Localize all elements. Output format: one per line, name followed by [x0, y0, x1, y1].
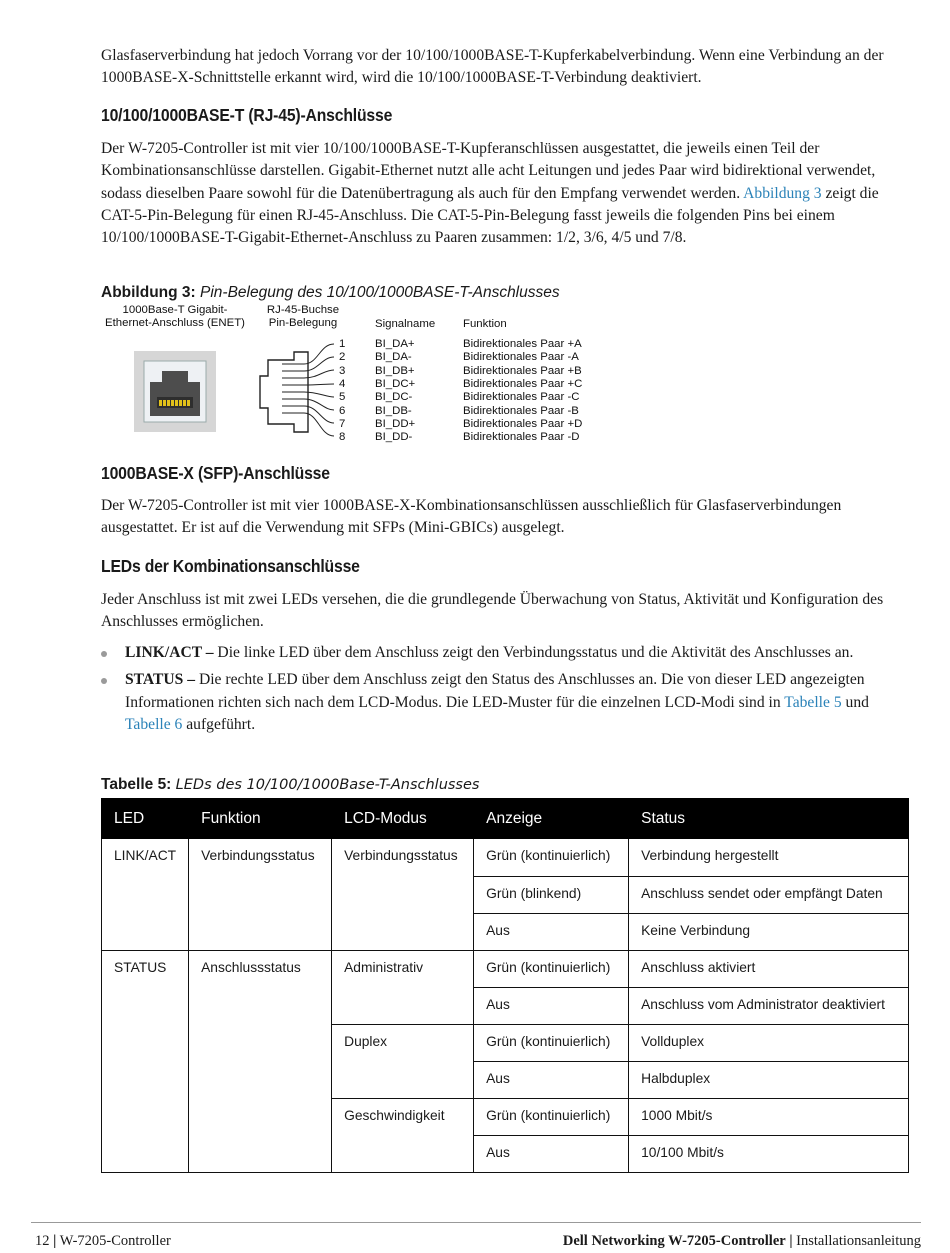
- footer-right-title: Dell Networking W-7205-Controller: [562, 1233, 786, 1249]
- footer-right: [563, 1233, 921, 1250]
- cell-led: STATUS: [102, 951, 189, 1173]
- pin-function: Bidirektionales Paar +B: [463, 364, 582, 377]
- heading-sfp: 1000BASE-X (SFP)-Anschlüsse: [101, 463, 330, 483]
- pin-signal: BI_DB+: [375, 364, 415, 377]
- page-footer: [31, 1222, 921, 1249]
- table-caption-label: Tabelle 5:: [101, 776, 172, 793]
- cell-led: LINK/ACT: [102, 839, 189, 951]
- cell-status: Vollduplex: [629, 1025, 909, 1062]
- cell-status: Anschluss vom Administrator deaktiviert: [629, 988, 909, 1025]
- figure-caption-title: Pin-Belegung des 10/100/1000BASE-T-Anschlusses: [200, 284, 560, 301]
- cell-anzeige: Aus: [474, 988, 629, 1025]
- cell-lcd-modus: Verbindungsstatus: [332, 839, 474, 951]
- cell-lcd-modus: Geschwindigkeit: [332, 1099, 474, 1173]
- pin-function: Bidirektionales Paar -B: [463, 404, 579, 417]
- table-row: [102, 951, 909, 988]
- cell-funktion: Anschlussstatus: [189, 951, 332, 1173]
- pin-signal: BI_DC+: [375, 377, 416, 390]
- cell-status: Halbduplex: [629, 1062, 909, 1099]
- rj45-paragraph: [101, 138, 911, 249]
- pin-number: 5: [339, 391, 346, 404]
- bullet-dot: [101, 651, 107, 657]
- table6-link[interactable]: Tabelle 6: [125, 715, 183, 733]
- pin-signal: BI_DD-: [375, 431, 413, 444]
- cell-status: Verbindung hergestellt: [629, 839, 909, 877]
- table-caption: [101, 776, 479, 794]
- pin-number: 3: [339, 364, 346, 377]
- footer-separator: |: [789, 1233, 793, 1249]
- cell-lcd-modus: Administrativ: [332, 951, 474, 1025]
- cell-funktion: Verbindungsstatus: [189, 839, 332, 951]
- bullet-linkact-term: LINK/ACT –: [125, 644, 214, 661]
- pin-number: 6: [339, 404, 346, 417]
- pin-signal: BI_DB-: [375, 404, 412, 417]
- led-bullet-list: [101, 642, 911, 741]
- function-column-header: Funktion: [463, 318, 507, 330]
- pin-signal: BI_DC-: [375, 391, 413, 404]
- cell-status: 1000 Mbit/s: [629, 1099, 909, 1136]
- header-funktion: Funktion: [189, 799, 332, 839]
- bullet-status: [101, 669, 911, 736]
- heading-leds: LEDs der Kombinationsanschlüsse: [101, 556, 360, 576]
- sfp-paragraph: Der W-7205-Controller ist mit vier 1000BASE-X-Kombinationsanschlüssen ausschließlich für Glasfaserverbindungen ausgestattet. Er ist auf die Verwendung mit SFPs (Mini-GBICs) ausgelegt.: [101, 497, 842, 537]
- pin-signal: BI_DD+: [375, 417, 416, 430]
- pin-number: 4: [339, 377, 346, 390]
- header-led: LED: [102, 799, 189, 839]
- bullet-linkact: [101, 642, 911, 664]
- bullet-status-mid: und: [841, 693, 869, 711]
- table-row: [102, 839, 909, 877]
- bullet-status-end: aufgeführt.: [182, 715, 256, 733]
- figure3-link[interactable]: Abbildung 3: [743, 184, 822, 202]
- jack-label-line1: RJ-45-Buchse: [266, 304, 340, 316]
- port-label-line1: 1000Base-T Gigabit-: [122, 304, 228, 316]
- table-caption-title: LEDs des 10/100/1000Base-T-Anschlusses: [175, 777, 480, 793]
- leds-paragraph: Jeder Anschluss ist mit zwei LEDs versehen, die die grundlegende Überwachung von Status, Aktivität und Konfiguration des Anschlusses ermöglichen.: [101, 591, 884, 631]
- bullet-linkact-text: Die linke LED über dem Anschluss zeigt den Verbindungsstatus und die Aktivität des Anschlusses an.: [213, 644, 854, 661]
- cell-status: Anschluss sendet oder empfängt Daten: [629, 877, 909, 914]
- cell-status: Keine Verbindung: [629, 914, 909, 951]
- cell-lcd-modus: Duplex: [332, 1025, 474, 1099]
- pin-signal: BI_DA+: [375, 338, 415, 350]
- pin-function: Bidirektionales Paar +A: [463, 338, 582, 350]
- rj45-text-a: Der W-7205-Controller ist mit vier 10/100/1000BASE-T-Kupferanschlüssen ausgestattet, die jeweils einen Teil der Kombinationsanschlüsse darstellen. Gigabit-Ethernet nutzt alle acht Leitungen und jedes Paar wird bidirektional verwendet, sodass dieselben Paare sowohl für die Datenübertragung als auch für den Empfang verwendet werden.: [101, 140, 876, 202]
- pin-number: 2: [339, 351, 346, 364]
- cell-status: Anschluss aktiviert: [629, 951, 909, 988]
- pin-number: 7: [339, 417, 346, 430]
- footer-left: [35, 1233, 171, 1250]
- pin-function: Bidirektionales Paar -D: [463, 431, 580, 444]
- cell-anzeige: Grün (kontinuierlich): [474, 1099, 629, 1136]
- intro-paragraph: Glasfaserverbindung hat jedoch Vorrang vor der 10/100/1000BASE-T-Kupferkabelverbindung. Wenn eine Verbindung an der 1000BASE-X-Schnittstelle erkannt wird, wird die 10/100/1000BASE-T-Verbindung deaktiviert.: [101, 47, 884, 87]
- pin-function: Bidirektionales Paar -C: [463, 391, 580, 404]
- bullet-dot: [101, 678, 107, 684]
- cell-anzeige: Grün (kontinuierlich): [474, 839, 629, 877]
- cell-status: 10/100 Mbit/s: [629, 1136, 909, 1173]
- jack-label-line2: Pin-Belegung: [268, 317, 338, 329]
- heading-rj45: 10/100/1000BASE-T (RJ-45)-Anschlüsse: [101, 105, 393, 125]
- figure-caption-label: Abbildung 3:: [101, 284, 196, 301]
- header-status: Status: [629, 799, 909, 839]
- pin-number: 8: [339, 431, 346, 444]
- pin-function: Bidirektionales Paar +D: [463, 417, 583, 430]
- cell-anzeige: Grün (kontinuierlich): [474, 1025, 629, 1062]
- jack-pins: [282, 364, 304, 413]
- led-table: [101, 798, 909, 1173]
- pin-function: Bidirektionales Paar -A: [463, 351, 579, 364]
- footer-left-title: W-7205-Controller: [59, 1233, 171, 1249]
- footer-right-sub: Installationsanleitung: [796, 1233, 921, 1249]
- cell-anzeige: Aus: [474, 914, 629, 951]
- figure-caption: [101, 284, 560, 302]
- signal-column-header: Signalname: [375, 318, 436, 330]
- pin-signal: BI_DA-: [375, 351, 412, 364]
- pin-number: 1: [339, 338, 346, 350]
- table5-link[interactable]: Tabelle 5: [784, 693, 842, 711]
- header-lcd-modus: LCD-Modus: [332, 799, 474, 839]
- cell-anzeige: Grün (blinkend): [474, 877, 629, 914]
- cell-anzeige: Grün (kontinuierlich): [474, 951, 629, 988]
- page-number: 12: [35, 1233, 50, 1249]
- cell-anzeige: Aus: [474, 1062, 629, 1099]
- table-header-row: [102, 799, 909, 839]
- footer-separator: |: [53, 1233, 57, 1249]
- rj45-text-b: zeigt die CAT-5-Pin-Belegung für einen RJ-45-Anschluss. Die CAT-5-Pin-Belegung fasst jeweils die folgenden Pins bei einem 10/100/1000BASE-T-Gigabit-Ethernet-Anschluss zu Paaren zusammen: 1/2, 3/6, 4/5 und 7/8.: [101, 184, 879, 247]
- bullet-status-text: Die rechte LED über dem Anschluss zeigt den Status des Anschlusses an. Die von dieser LED angezeigten Informationen richten sich nach dem LCD-Modus. Die LED-Muster für die einzelnen LCD-Modi sind in: [125, 671, 865, 711]
- pin-function: Bidirektionales Paar +C: [463, 377, 583, 390]
- header-anzeige: Anzeige: [474, 799, 629, 839]
- cell-anzeige: Aus: [474, 1136, 629, 1173]
- port-label-line2: Ethernet-Anschluss (ENET): [105, 317, 245, 329]
- pinout-figure: [100, 304, 620, 454]
- bullet-status-term: STATUS –: [125, 671, 196, 689]
